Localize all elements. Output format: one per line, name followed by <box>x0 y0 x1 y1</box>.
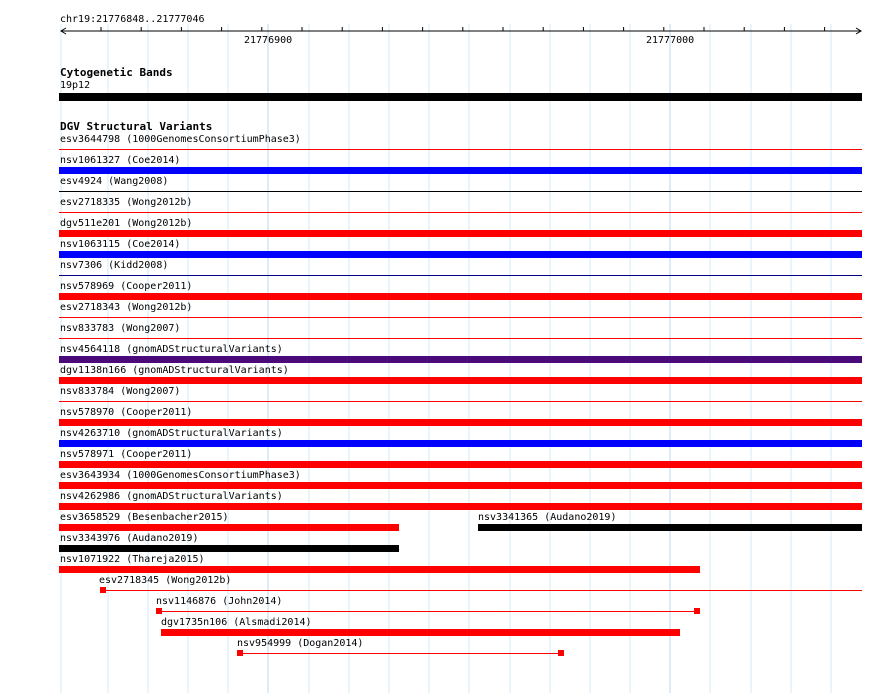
feature-label-dgv511e201[interactable]: dgv511e201 (Wong2012b) <box>60 218 193 229</box>
feature-label-nsv7306[interactable]: nsv7306 (Kidd2008) <box>60 260 169 271</box>
tick-label-21776900: 21776900 <box>244 35 293 46</box>
feature-glyph-nsv1063115[interactable] <box>59 251 862 258</box>
feature-glyph-esv4924[interactable] <box>59 191 862 192</box>
dgv-track-title: DGV Structural Variants <box>60 120 213 133</box>
feature-label-esv4924[interactable]: esv4924 (Wang2008) <box>60 176 169 187</box>
feature-label-nsv578969[interactable]: nsv578969 (Cooper2011) <box>60 281 193 292</box>
feature-label-nsv4263710[interactable]: nsv4263710 (gnomADStructuralVariants) <box>60 428 283 439</box>
cytoband-bar[interactable] <box>59 93 862 101</box>
feature-glyph-esv3644798[interactable] <box>59 149 862 150</box>
feature-cap-start-nsv954999[interactable] <box>237 650 243 656</box>
feature-label-nsv1071922[interactable]: nsv1071922 (Thareja2015) <box>60 554 205 565</box>
feature-label-esv2718335[interactable]: esv2718335 (Wong2012b) <box>60 197 193 208</box>
feature-glyph-esv2718345[interactable] <box>102 590 862 591</box>
feature-glyph-nsv4262986[interactable] <box>59 503 862 510</box>
feature-label-nsv3343976[interactable]: nsv3343976 (Audano2019) <box>60 533 199 544</box>
feature-glyph-nsv3341365[interactable] <box>478 524 862 531</box>
feature-glyph-esv3643934[interactable] <box>59 482 862 489</box>
feature-glyph-nsv1071922[interactable] <box>59 566 700 573</box>
feature-label-dgv1735n106[interactable]: dgv1735n106 (Alsmadi2014) <box>161 617 312 628</box>
cytoband-label[interactable]: 19p12 <box>60 80 91 91</box>
feature-label-esv3658529[interactable]: esv3658529 (Besenbacher2015) <box>60 512 229 523</box>
feature-glyph-nsv833783[interactable] <box>59 338 862 339</box>
feature-label-nsv833784[interactable]: nsv833784 (Wong2007) <box>60 386 181 397</box>
feature-glyph-nsv578970[interactable] <box>59 419 862 426</box>
feature-glyph-nsv1061327[interactable] <box>59 167 862 174</box>
feature-label-nsv4564118[interactable]: nsv4564118 (gnomADStructuralVariants) <box>60 344 283 355</box>
feature-glyph-nsv4564118[interactable] <box>59 356 862 363</box>
feature-label-esv3644798[interactable]: esv3644798 (1000GenomesConsortiumPhase3) <box>60 134 301 145</box>
feature-glyph-nsv954999[interactable] <box>240 653 561 654</box>
feature-label-nsv1146876[interactable]: nsv1146876 (John2014) <box>156 596 283 607</box>
feature-glyph-nsv578969[interactable] <box>59 293 862 300</box>
feature-label-nsv954999[interactable]: nsv954999 (Dogan2014) <box>237 638 364 649</box>
feature-glyph-nsv7306[interactable] <box>59 275 862 276</box>
feature-label-esv2718345[interactable]: esv2718345 (Wong2012b) <box>99 575 232 586</box>
feature-glyph-dgv1138n166[interactable] <box>59 377 862 384</box>
tick-label-21777000: 21777000 <box>646 35 695 46</box>
feature-glyph-dgv1735n106[interactable] <box>161 629 680 636</box>
feature-label-esv2718343[interactable]: esv2718343 (Wong2012b) <box>60 302 193 313</box>
feature-cap-end-nsv954999[interactable] <box>558 650 564 656</box>
feature-label-nsv1061327[interactable]: nsv1061327 (Coe2014) <box>60 155 181 166</box>
feature-cap-start-nsv1146876[interactable] <box>156 608 162 614</box>
feature-glyph-esv3658529[interactable] <box>59 524 399 531</box>
feature-cap-end-nsv1146876[interactable] <box>694 608 700 614</box>
feature-glyph-nsv1146876[interactable] <box>159 611 697 612</box>
feature-label-nsv578971[interactable]: nsv578971 (Cooper2011) <box>60 449 193 460</box>
feature-label-nsv833783[interactable]: nsv833783 (Wong2007) <box>60 323 181 334</box>
feature-label-nsv578970[interactable]: nsv578970 (Cooper2011) <box>60 407 193 418</box>
feature-glyph-nsv3343976[interactable] <box>59 545 399 552</box>
feature-label-dgv1138n166[interactable]: dgv1138n166 (gnomADStructuralVariants) <box>60 365 289 376</box>
ruler-axis[interactable] <box>0 24 890 38</box>
feature-glyph-esv2718343[interactable] <box>59 317 862 318</box>
cytoband-track-title: Cytogenetic Bands <box>60 66 173 79</box>
feature-label-nsv3341365[interactable]: nsv3341365 (Audano2019) <box>478 512 617 523</box>
feature-label-esv3643934[interactable]: esv3643934 (1000GenomesConsortiumPhase3) <box>60 470 301 481</box>
feature-glyph-nsv833784[interactable] <box>59 401 862 402</box>
feature-glyph-esv2718335[interactable] <box>59 212 862 213</box>
feature-glyph-dgv511e201[interactable] <box>59 230 862 237</box>
feature-label-nsv4262986[interactable]: nsv4262986 (gnomADStructuralVariants) <box>60 491 283 502</box>
feature-glyph-nsv578971[interactable] <box>59 461 862 468</box>
feature-glyph-nsv4263710[interactable] <box>59 440 862 447</box>
feature-label-nsv1063115[interactable]: nsv1063115 (Coe2014) <box>60 239 181 250</box>
feature-cap-esv2718345[interactable] <box>100 587 106 593</box>
location-label: chr19:21776848..21777046 <box>60 14 205 25</box>
